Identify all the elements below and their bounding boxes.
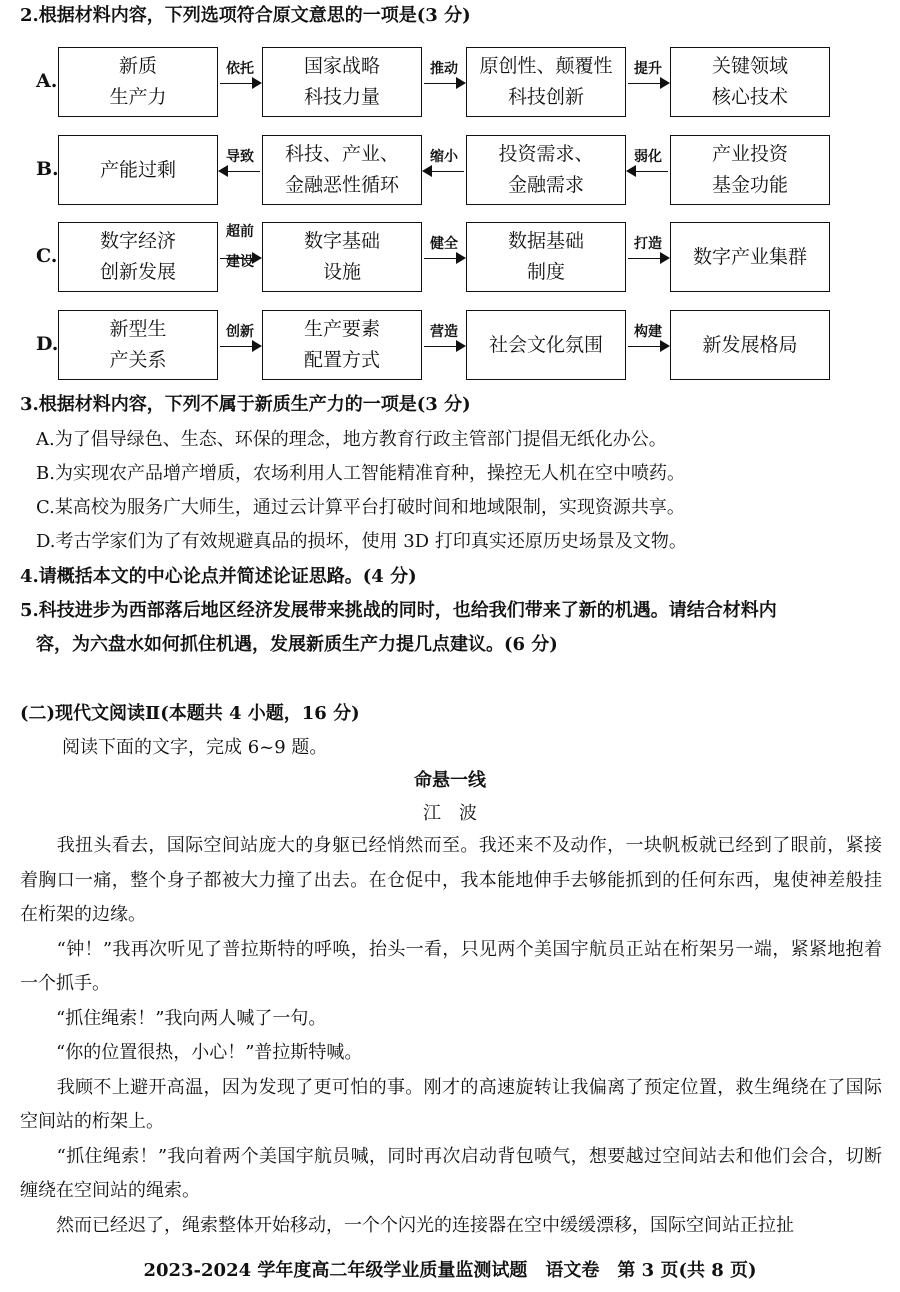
flow-arrow-label: 缩小: [430, 149, 458, 165]
story-paragraph: “抓住绳索！”我向着两个美国宇航员喊，同时再次启动背包喷气，想要越过空间站去和他们会合，切断缠绕在空间站的绳索。: [20, 1145, 882, 1201]
flow-box: 新发展格局: [670, 310, 830, 380]
question-2-stem: 2.根据材料内容，下列选项符合原文意思的一项是(3 分): [20, 5, 471, 26]
option-c-letter: C.: [36, 245, 58, 267]
flow-arrow: [424, 236, 464, 259]
flow-arrow-label: 超前 建设: [226, 224, 254, 270]
flow-box: 新质 生产力: [58, 47, 218, 117]
story-body: [20, 829, 882, 1243]
story-paragraph: “钟！”我再次听见了普拉斯特的呼唤，抬头一看，只见两个美国宇航员正站在桁架另一端，紧紧地抱着一个抓手。: [20, 938, 882, 994]
flow-arrow-label: 构建: [634, 324, 662, 340]
flow-arrow-label: 导致: [226, 149, 254, 165]
flow-box: 数字基础 设施: [262, 222, 422, 292]
flow-box: 投资需求、 金融需求: [466, 135, 626, 205]
question-5-line-2: 容，为六盘水如何抓住机遇，发展新质生产力提几点建议。(6 分): [36, 634, 558, 655]
story-paragraph: 我顾不上避开高温，因为发现了更可怕的事。刚才的高速旋转让我偏离了预定位置，救生绳绕在了国际空间站的桁架上。: [20, 1076, 882, 1132]
question-4: 4.请概括本文的中心论点并简述论证思路。(4 分): [20, 566, 417, 587]
flow-arrow: [220, 149, 260, 172]
flow-arrow-label: 创新: [226, 324, 254, 340]
story-paragraph: 然而已经迟了，绳索整体开始移动，一个个闪光的连接器在空中缓缓漂移，国际空间站正拉扯: [20, 1214, 794, 1236]
flow-arrow: [220, 324, 260, 347]
question-3-option-a: A.为了倡导绿色、生态、环保的理念，地方教育行政主管部门提倡无纸化办公。: [36, 429, 667, 450]
flow-box: 数字产业集群: [670, 222, 830, 292]
flow-box: 生产要素 配置方式: [262, 310, 422, 380]
story-paragraph: 我扭头看去，国际空间站庞大的身躯已经悄然而至。我还来不及动作，一块帆板就已经到了眼前，紧接着胸口一痛，整个身子都被大力撞了出去。在仓促中，我本能地伸手去够能抓到的任何东西，鬼使神差般挂在桁架的边缘。: [20, 835, 882, 925]
flow-arrow-label: 弱化: [634, 149, 662, 165]
flow-arrow-label: 营造: [430, 324, 458, 340]
option-d-letter: D.: [36, 333, 59, 355]
flow-arrow: [220, 224, 260, 270]
flow-arrow-label: 打造: [634, 236, 662, 252]
story-author: 江 波: [423, 803, 477, 824]
question-3-option-b: B.为实现农产品增产增质，农场利用人工智能精准育种，操控无人机在空中喷药。: [36, 463, 685, 484]
flow-arrow: [424, 149, 464, 172]
story-paragraph: “抓住绳索！”我向两人喊了一句。: [20, 1007, 327, 1029]
question-3-option-c: C.某高校为服务广大师生，通过云计算平台打破时间和地域限制，实现资源共享。: [36, 497, 685, 518]
story-title: 命悬一线: [414, 770, 486, 791]
flow-box: 社会文化氛围: [466, 310, 626, 380]
reading-instruction: 阅读下面的文字，完成 6~9 题。: [62, 737, 328, 758]
story-paragraph: “你的位置很热，小心！”普拉斯特喊。: [20, 1042, 363, 1063]
flow-arrow: [628, 324, 668, 347]
question-3-stem: 3.根据材料内容，下列不属于新质生产力的一项是(3 分): [20, 394, 471, 415]
flow-box: 数字经济 创新发展: [58, 222, 218, 292]
flow-box: 数据基础 制度: [466, 222, 626, 292]
flow-box: 国家战略 科技力量: [262, 47, 422, 117]
flow-box: 科技、产业、 金融恶性循环: [262, 135, 422, 205]
flow-arrow-label: 健全: [430, 236, 458, 252]
flow-arrow-label: 推动: [430, 61, 458, 77]
question-5-line-1: 5.科技进步为西部落后地区经济发展带来挑战的同时，也给我们带来了新的机遇。请结合材料内: [20, 600, 777, 621]
flow-arrow: [628, 236, 668, 259]
flow-box: 原创性、颠覆性 科技创新: [466, 47, 626, 117]
flow-box: 新型生 产关系: [58, 310, 218, 380]
option-b-letter: B.: [36, 158, 59, 180]
flow-arrow: [220, 61, 260, 84]
flow-box: 关键领域 核心技术: [670, 47, 830, 117]
page-footer: 2023-2024 学年度高二年级学业质量监测试题 语文卷 第 3 页(共 8 页): [143, 1260, 757, 1281]
flow-arrow-label: 提升: [634, 61, 662, 77]
flow-arrow: [424, 324, 464, 347]
flow-box: 产能过剩: [58, 135, 218, 205]
flow-arrow-label: 依托: [226, 61, 254, 77]
flow-arrow: [628, 149, 668, 172]
flow-arrow: [628, 61, 668, 84]
flow-box: 产业投资 基金功能: [670, 135, 830, 205]
question-3-option-d: D.考古学家们为了有效规避真品的损坏，使用 3D 打印真实还原历史场景及文物。: [36, 531, 687, 552]
section-heading: (二)现代文阅读Ⅱ(本题共 4 小题，16 分): [20, 703, 360, 724]
flow-arrow: [424, 61, 464, 84]
option-a-letter: A.: [36, 70, 58, 92]
